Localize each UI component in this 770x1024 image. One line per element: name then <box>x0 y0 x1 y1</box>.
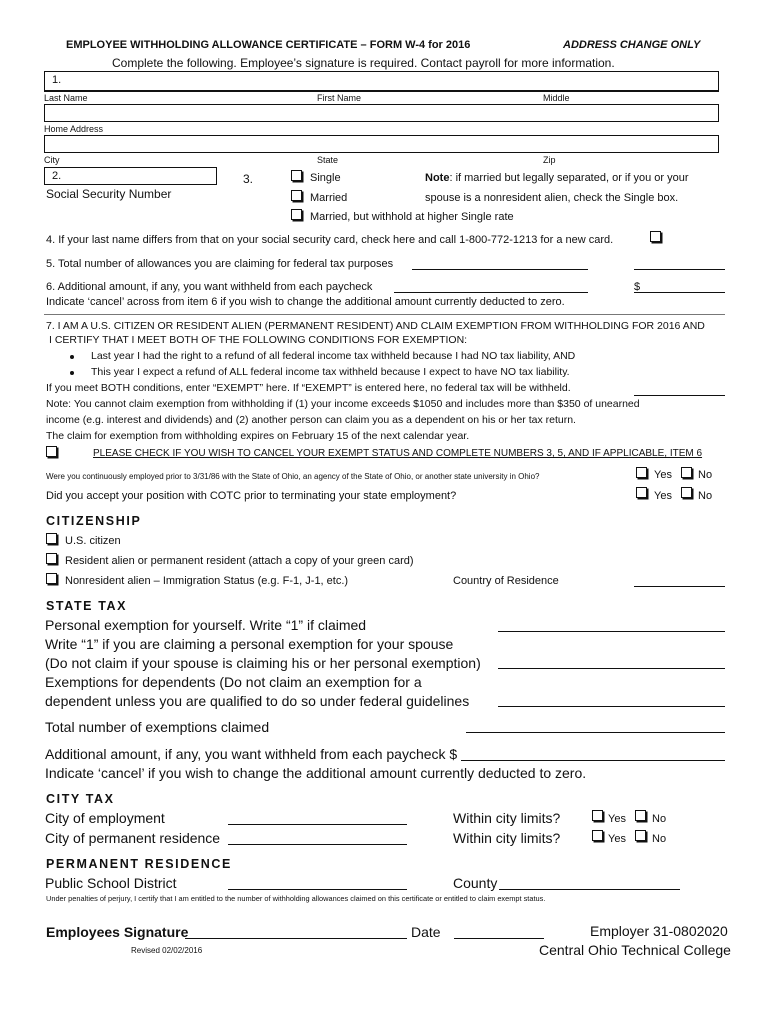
cotc-yes-checkbox[interactable] <box>636 487 647 498</box>
city-of-employment-input[interactable] <box>228 824 407 825</box>
state-tax-line-3: (Do not claim if your spouse is claiming his or her personal exemption) <box>45 655 481 671</box>
item-7-note-2: income (e.g. interest and dividends) and (2) another person can claim you as a dependent on his or her tax return. <box>46 414 576 426</box>
revised-date: Revised 02/02/2016 <box>131 946 203 955</box>
school-district-label: Public School District <box>45 875 177 891</box>
country-of-residence-input[interactable] <box>634 586 725 587</box>
resident-alien-label: Resident alien or permanent resident (attach a copy of your green card) <box>65 555 414 567</box>
item-5-text: 5. Total number of allowances you are claiming for federal tax purposes <box>46 258 394 270</box>
county-input[interactable] <box>499 889 680 890</box>
married-checkbox[interactable] <box>291 190 302 201</box>
item-3-number: 3. <box>243 172 254 186</box>
city-of-employment-label: City of employment <box>45 810 165 826</box>
ohio-no-checkbox[interactable] <box>681 467 692 478</box>
residence-within-no-label: No <box>652 833 667 845</box>
state-additional-amount-input[interactable] <box>461 760 725 761</box>
residence-within-no-checkbox[interactable] <box>635 830 646 841</box>
cotc-yes-label: Yes <box>654 490 672 502</box>
middle-name-label: Middle <box>543 93 570 103</box>
signature-label: Employees Signature <box>46 924 189 940</box>
state-tax-line-7: Additional amount, if any, you want withheld from each paycheck $ <box>45 746 458 762</box>
ssn-label: Social Security Number <box>46 187 172 201</box>
single-checkbox[interactable] <box>291 170 302 181</box>
state-tax-line-6: Total number of exemptions claimed <box>45 719 270 735</box>
last-name-label: Last Name <box>44 93 88 103</box>
cotc-question: Did you accept your position with COTC prior to terminating your state employment? <box>46 490 457 502</box>
personal-exemption-input[interactable] <box>498 631 725 632</box>
employment-within-no-label: No <box>652 813 667 825</box>
cancel-exempt-checkbox[interactable] <box>46 446 57 457</box>
married-higher-rate-label: Married, but withhold at higher Single rate <box>310 211 514 223</box>
state-tax-line-5: dependent unless you are qualified to do so under federal guidelines <box>45 693 470 709</box>
name-differs-checkbox[interactable] <box>650 231 661 242</box>
home-address-input[interactable] <box>44 104 719 122</box>
employment-within-yes-checkbox[interactable] <box>592 810 603 821</box>
employer-id: Employer 31-0802020 <box>590 923 728 939</box>
item-7-note-1: Note: You cannot claim exemption from withholding if (1) your income exceeds $1050 and includes more than $350 of unearned <box>46 398 640 410</box>
signature-input[interactable] <box>185 938 407 939</box>
single-label: Single <box>310 172 341 184</box>
city-state-zip-input[interactable] <box>44 135 719 153</box>
ohio-yes-label: Yes <box>654 469 672 481</box>
item-2-number: 2. <box>52 170 62 182</box>
city-tax-heading: CITY TAX <box>46 792 115 806</box>
home-address-label: Home Address <box>44 124 104 134</box>
marital-note <box>425 172 689 184</box>
residence-within-yes-label: Yes <box>608 833 626 845</box>
state-tax-heading: STATE TAX <box>46 599 128 613</box>
ohio-no-label: No <box>698 469 713 481</box>
total-exemptions-input[interactable] <box>466 732 725 733</box>
item-7-line-1: 7. I AM A U.S. CITIZEN OR RESIDENT ALIEN (PERMANENT RESIDENT) AND CLAIM EXEMPTION FROM WITHHOLDING FOR 2016 AND <box>46 320 705 332</box>
state-tax-line-8: Indicate ‘cancel’ if you wish to change the additional amount currently deducted to zero. <box>45 765 587 781</box>
exempt-input[interactable] <box>634 395 725 396</box>
zip-label: Zip <box>543 155 556 165</box>
state-tax-line-1: Personal exemption for yourself. Write “1” if claimed <box>45 617 367 633</box>
us-citizen-checkbox[interactable] <box>46 533 57 544</box>
employment-within-no-checkbox[interactable] <box>635 810 646 821</box>
cotc-no-label: No <box>698 490 713 502</box>
item-7-note-3: The claim for exemption from withholding expires on February 15 of the next calendar year. <box>46 430 470 442</box>
nonresident-alien-checkbox[interactable] <box>46 573 57 584</box>
name-input[interactable] <box>44 71 719 91</box>
ohio-yes-checkbox[interactable] <box>636 467 647 478</box>
cancel-exempt-label: PLEASE CHECK IF YOU WISH TO CANCEL YOUR EXEMPT STATUS AND COMPLETE NUMBERS 3, 5, AND IF APPLICABLE, ITEM 6 <box>93 448 703 459</box>
item-7-line-2: I CERTIFY THAT I MEET BOTH OF THE FOLLOWING CONDITIONS FOR EXEMPTION: <box>49 334 468 346</box>
state-label: State <box>317 155 339 165</box>
item-7-bullet-2: This year I expect a refund of ALL federal income tax withheld because I expect to have NO tax liability. <box>91 366 570 378</box>
nonresident-alien-label: Nonresident alien – Immigration Status (e.g. F-1, J-1, etc.) <box>65 575 349 587</box>
allowances-input[interactable] <box>634 269 725 270</box>
city-label: City <box>44 155 60 165</box>
citizenship-heading: CITIZENSHIP <box>46 514 142 528</box>
item-4-text: 4. If your last name differs from that on your social security card, check here and call 1-800-772-1213 for a new card. <box>46 234 614 246</box>
dependent-exemption-input[interactable] <box>498 706 725 707</box>
residence-within-limits-label: Within city limits? <box>453 830 561 846</box>
state-tax-line-4: Exemptions for dependents (Do not claim an exemption for a <box>45 674 422 690</box>
item-7-bullet-1: Last year I had the right to a refund of all federal income tax withheld because I had NO tax liability, AND <box>91 350 576 362</box>
item-6-cancel-text: Indicate ‘cancel’ across from item 6 if you wish to change the additional amount currently deducted to zero. <box>46 296 565 308</box>
item-6-text: 6. Additional amount, if any, you want withheld from each paycheck <box>46 281 373 293</box>
married-label: Married <box>310 192 348 204</box>
employment-within-yes-label: Yes <box>608 813 626 825</box>
school-district-input[interactable] <box>228 889 407 890</box>
form-title: EMPLOYEE WITHHOLDING ALLOWANCE CERTIFICATE – FORM W-4 for 2016 <box>66 39 471 51</box>
note-line-2: spouse is a nonresident alien, check the Single box. <box>425 192 679 204</box>
date-input[interactable] <box>454 938 544 939</box>
exempt-instruction: If you meet BOTH conditions, enter “EXEMPT” here. If “EXEMPT” is entered here, no federal tax will be withheld. <box>46 382 571 394</box>
perjury-statement: Under penalties of perjury, I certify that I am entitled to the number of withholding allowances claimed on this certificate or entitled to claim exempt status. <box>46 894 546 903</box>
note-bold: Note <box>425 172 450 184</box>
ohio-employment-question: Were you continuously employed prior to 3/31/86 with the State of Ohio, an agency of the State of Ohio, or another state university in Ohio? <box>46 472 540 481</box>
residence-within-yes-checkbox[interactable] <box>592 830 603 841</box>
permanent-residence-heading: PERMANENT RESIDENCE <box>46 857 232 871</box>
item-6-dollar: $ <box>634 281 641 293</box>
state-tax-line-2: Write “1” if you are claiming a personal exemption for your spouse <box>45 636 454 652</box>
married-higher-rate-checkbox[interactable] <box>291 209 302 220</box>
country-of-residence-label: Country of Residence <box>453 575 559 587</box>
college-name: Central Ohio Technical College <box>539 942 731 958</box>
note-line-1: : if married but legally separated, or if you or your <box>449 172 689 184</box>
city-of-residence-input[interactable] <box>228 844 407 845</box>
additional-amount-input[interactable] <box>634 292 725 293</box>
us-citizen-label: U.S. citizen <box>65 535 121 547</box>
address-change-label: ADDRESS CHANGE ONLY <box>563 39 701 51</box>
ssn-input[interactable] <box>44 167 217 185</box>
item-1-number: 1. <box>52 74 62 86</box>
form-subtitle: Complete the following. Employee’s signature is required. Contact payroll for more information. <box>112 56 615 70</box>
city-of-residence-label: City of permanent residence <box>45 830 221 846</box>
resident-alien-checkbox[interactable] <box>46 553 57 564</box>
first-name-label: First Name <box>317 93 362 103</box>
county-label: County <box>453 875 498 891</box>
spouse-exemption-input[interactable] <box>498 668 725 669</box>
date-label: Date <box>411 924 441 940</box>
cotc-no-checkbox[interactable] <box>681 487 692 498</box>
employment-within-limits-label: Within city limits? <box>453 810 561 826</box>
